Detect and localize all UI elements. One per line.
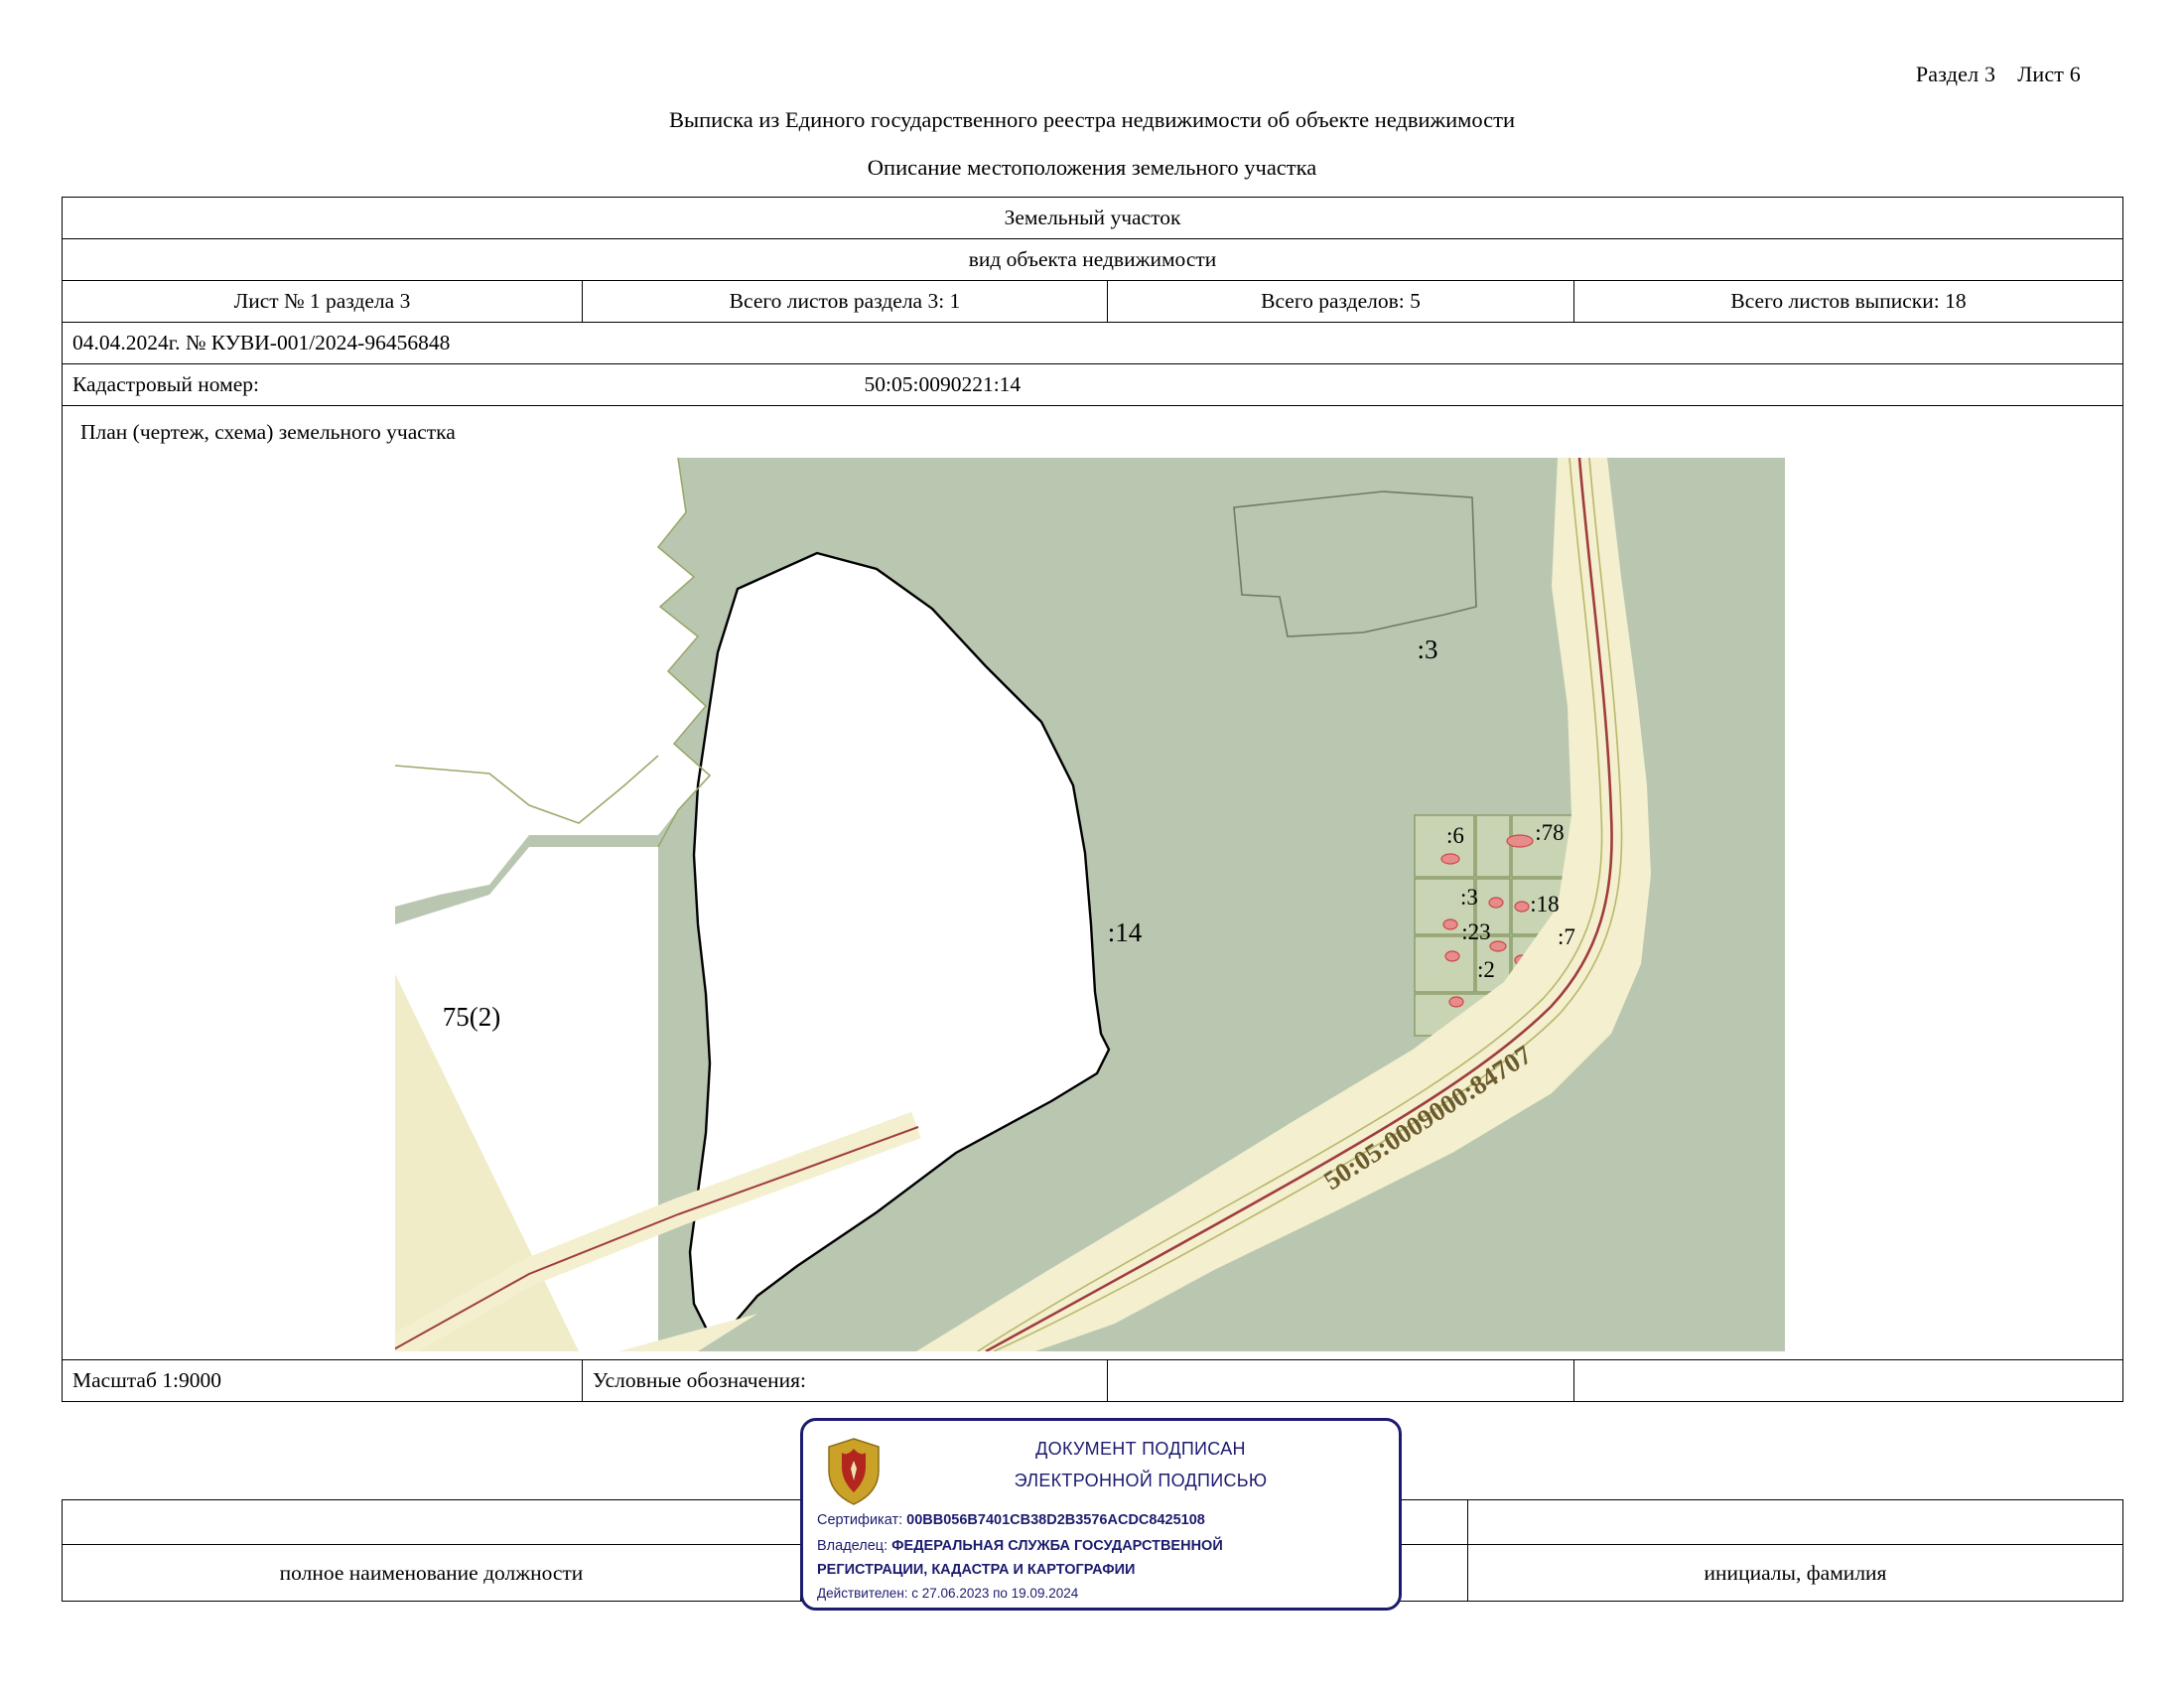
initials-caption: инициалы, фамилия — [1468, 1545, 2123, 1602]
cadastral-label: Кадастровый номер: — [63, 364, 855, 406]
total-section-sheets: Всего листов раздела 3: 1 — [583, 281, 1108, 323]
map-label-parcel-78: :78 — [1535, 820, 1565, 845]
map-label-parcel-7: :7 — [1558, 924, 1575, 949]
cadastral-value: 50:05:0090221:14 — [855, 364, 2123, 406]
map-label-parcel-75-2: 75(2) — [442, 1002, 501, 1032]
document-title-line1: Выписка из Единого государственного реестра недвижимости об объекте недвижимости — [668, 107, 1516, 132]
stamp-certificate-value: 00BB056B7401CB38D2B3576ACDC8425108 — [906, 1512, 1205, 1528]
plan-cell — [63, 406, 2123, 1360]
stamp-valid-value: с 27.06.2023 по 19.09.2024 — [911, 1586, 1079, 1601]
map-label-parcel-23: :23 — [1461, 919, 1491, 944]
map-label-parcel-3-top: :3 — [1417, 634, 1438, 664]
map-road-label: 50:05:0009000:84707 — [1318, 1039, 1538, 1196]
header-section: Раздел 3 — [1915, 62, 1996, 86]
coat-of-arms-icon — [825, 1437, 883, 1506]
stamp-valid-label: Действителен: — [817, 1586, 912, 1601]
signature-narrow-cell — [1397, 1545, 1468, 1602]
map-label-parcel-6: :6 — [1446, 823, 1464, 848]
scale-value: Масштаб 1:9000 — [63, 1360, 583, 1402]
map-label-parcel-14: :14 — [1107, 917, 1143, 947]
map-label-parcel-2: :2 — [1477, 957, 1495, 982]
object-type-caption: вид объекта недвижимости — [63, 239, 2123, 281]
map-label-parcel-3-small: :3 — [1460, 885, 1478, 910]
object-type-value: Земельный участок — [63, 198, 2123, 239]
stamp-line2: ЭЛЕКТРОННОЙ ПОДПИСЬЮ — [1014, 1471, 1268, 1490]
total-sections: Всего разделов: 5 — [1108, 281, 1574, 323]
stamp-owner-value: ФЕДЕРАЛЬНАЯ СЛУЖБА ГОСУДАРСТВЕННОЙ — [891, 1538, 1223, 1554]
stamp-owner-label: Владелец: — [817, 1538, 892, 1554]
header-sheet: Лист 6 — [2017, 62, 2081, 86]
table-row — [63, 198, 2123, 239]
stamp-certificate — [817, 1512, 1205, 1528]
plan-label: План (чертеж, схема) земельного участка — [80, 420, 456, 444]
stamp-owner-value2: РЕГИСТРАЦИИ, КАДАСТРА И КАРТОГРАФИИ — [817, 1562, 1136, 1578]
total-extract-sheets: Всего листов выписки: 18 — [1574, 281, 2123, 323]
main-table — [62, 197, 2123, 1402]
document-title-line2: Описание местоположения земельного участка — [867, 155, 1317, 180]
position-caption: полное наименование должности — [63, 1545, 801, 1602]
header-section-sheet — [1916, 62, 2081, 87]
electronic-signature-stamp — [800, 1418, 1402, 1611]
plan-drawing[interactable] — [63, 458, 2122, 1359]
table-row-map — [63, 406, 2123, 1360]
signature-blank-left — [63, 1500, 801, 1545]
stamp-line1: ДОКУМЕНТ ПОДПИСАН — [1035, 1439, 1246, 1459]
sheet-of-section: Лист № 1 раздела 3 — [63, 281, 583, 323]
table-row — [63, 1360, 2123, 1402]
stamp-certificate-label: Сертификат: — [817, 1512, 907, 1528]
map-label-parcel-18: :18 — [1530, 892, 1560, 916]
table-row — [63, 364, 2123, 406]
table-row — [63, 323, 2123, 364]
legend-cell-1 — [1108, 1360, 1574, 1402]
table-row — [63, 281, 2123, 323]
table-row — [63, 239, 2123, 281]
signature-blank-narrow — [1397, 1500, 1468, 1545]
document-number: 04.04.2024г. № КУВИ-001/2024-96456848 — [63, 323, 2123, 364]
stamp-validity — [817, 1586, 1078, 1601]
legend-label: Условные обозначения: — [583, 1360, 1108, 1402]
signature-blank-right — [1468, 1500, 2123, 1545]
stamp-owner — [817, 1538, 1223, 1554]
legend-cell-2 — [1574, 1360, 2123, 1402]
